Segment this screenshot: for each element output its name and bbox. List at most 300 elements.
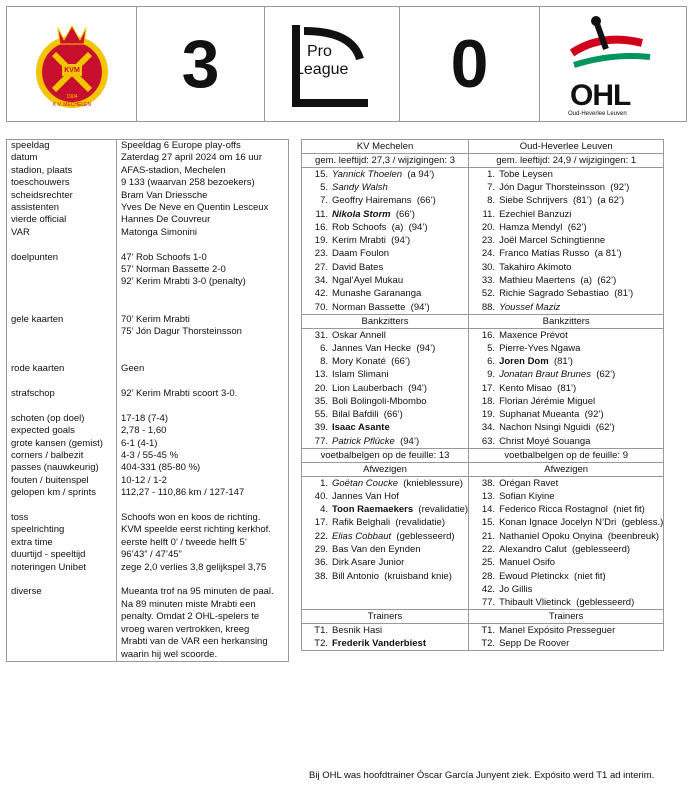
- shirt-number: T2.: [314, 638, 328, 650]
- player-note: (a 81’): [589, 248, 622, 260]
- info-row: [7, 599, 289, 611]
- footnote: Bij OHL was hoofdtrainer Óscar García Junyent ziek. Expósito werd T1 ad interim.: [309, 770, 655, 781]
- info-row: [7, 524, 289, 536]
- info-row: [7, 351, 289, 363]
- player-name: Rafik Belghali: [332, 517, 391, 529]
- shirt-number: T2.: [481, 638, 496, 650]
- starter-row: [302, 168, 664, 182]
- info-value: 47’ Rob Schoofs 1-0: [117, 252, 289, 264]
- pro-league-text: Pro League: [295, 43, 349, 78]
- player-note: (94’): [385, 235, 411, 247]
- shirt-number: 16.: [314, 221, 328, 233]
- shirt-number: 20.: [481, 221, 496, 233]
- info-row: [7, 388, 289, 400]
- player-note: (81’): [551, 382, 577, 394]
- absent-row: [302, 490, 664, 503]
- shirt-number: 77.: [314, 435, 328, 447]
- info-value: 17-18 (7-4): [117, 413, 289, 425]
- svg-text:1904: 1904: [65, 94, 78, 100]
- home-player-cell: [302, 435, 469, 449]
- home-score-cell: [137, 7, 265, 121]
- info-key: [7, 326, 117, 338]
- home-player-cell: [302, 368, 469, 381]
- home-player-cell: [302, 234, 469, 247]
- shirt-number: 6.: [487, 355, 496, 367]
- starter-row: [302, 194, 664, 207]
- away-player-cell: [469, 234, 664, 247]
- info-value: Zaterdag 27 april 2024 om 16 uur: [117, 152, 289, 164]
- absent-row: [302, 570, 664, 583]
- home-player-cell: [302, 208, 469, 221]
- starter-row: [302, 221, 664, 234]
- shirt-number: 42.: [314, 288, 328, 300]
- shirt-number: 1.: [320, 477, 328, 489]
- home-player-cell: [302, 287, 469, 300]
- shirt-number: 18.: [481, 395, 496, 407]
- away-score: 0: [450, 26, 489, 102]
- info-row: [7, 512, 289, 524]
- player-name: Nachon Nsingi Nguidi: [499, 422, 591, 434]
- player-note: (92’): [605, 182, 630, 193]
- player-name: Rob Schoofs: [332, 221, 387, 233]
- player-note: (kruisband knie): [379, 570, 452, 582]
- info-row: [7, 462, 289, 474]
- home-player-cell: [302, 570, 469, 583]
- match-header: [6, 6, 687, 122]
- info-row: [7, 376, 289, 388]
- info-key: scheidsrechter: [11, 189, 73, 201]
- info-key: [7, 400, 117, 412]
- info-value: 9 133 (waarvan 258 bezoekers): [117, 177, 289, 189]
- away-player-cell: [469, 516, 664, 529]
- shirt-number: 34.: [481, 422, 496, 434]
- info-key: duurtijd - speeltijd: [11, 549, 86, 561]
- info-key: [7, 636, 117, 648]
- player-name: Islam Slimani: [332, 369, 389, 381]
- shirt-number: 38.: [481, 477, 496, 489]
- absent-header-row: [302, 462, 664, 476]
- info-value: penalty. Omdat 2 OHL-spelers te: [117, 611, 289, 623]
- info-value: AFAS-stadion, Mechelen: [117, 165, 289, 177]
- player-name: Bill Antonio: [332, 570, 380, 582]
- bench-row: [302, 382, 664, 395]
- feuille-row: [302, 448, 664, 462]
- info-value: 92’ Kerim Mrabti 3-0 (penalty): [117, 276, 289, 288]
- shirt-number: 31.: [314, 329, 328, 341]
- shirt-number: 33.: [481, 275, 496, 287]
- shirt-number: 27.: [314, 261, 328, 273]
- home-player-cell: [302, 221, 469, 234]
- player-note: (94’): [402, 382, 428, 394]
- player-note: (gebless.): [616, 517, 664, 529]
- info-value: 96’43” / 47’45”: [117, 549, 289, 561]
- bench-section: [302, 328, 664, 448]
- player-name: Joren Dom: [499, 355, 549, 367]
- shirt-number: T1.: [481, 625, 496, 637]
- away-player-cell: [469, 543, 664, 556]
- info-value: 92’ Kerim Mrabti scoort 3-0.: [117, 388, 289, 400]
- starter-row: [302, 287, 664, 300]
- player-note: (62’): [590, 422, 615, 434]
- player-note: (81’): [608, 288, 634, 300]
- away-player-cell: [469, 301, 664, 315]
- ohl-logo-subtext: Oud-Heverlee Leuven: [568, 111, 627, 117]
- starter-row: [302, 181, 664, 194]
- away-player-cell: [469, 355, 664, 368]
- info-value: Yves De Neve en Quentin Lesceux: [117, 202, 289, 214]
- shirt-number: 28.: [481, 570, 496, 582]
- info-value: KVM speelde eerst richting kerkhof.: [117, 524, 289, 536]
- player-name: Florian Jérémie Miguel: [499, 395, 596, 407]
- player-name: Oskar Annell: [332, 329, 386, 341]
- shirt-number: 13.: [481, 490, 496, 502]
- info-value: Matonga Simonini: [117, 227, 289, 239]
- player-name: Dirk Asare Junior: [332, 557, 405, 569]
- away-player-cell: [469, 435, 664, 449]
- info-value: [117, 351, 289, 363]
- away-trainers-title: Trainers: [469, 610, 664, 624]
- shirt-number: 34.: [314, 275, 328, 287]
- info-value: eerste helft 0’ / tweede helft 5’: [117, 537, 289, 549]
- player-note: (niet fit): [568, 570, 606, 582]
- info-value: Geen: [117, 363, 289, 375]
- player-name: Manuel Osifo: [499, 557, 556, 569]
- info-key: [7, 239, 117, 251]
- home-player-cell: [302, 194, 469, 207]
- home-player-cell: [302, 301, 469, 315]
- trainers-header-row: [302, 610, 664, 624]
- shirt-number: 77.: [481, 597, 496, 609]
- shirt-number: 15.: [314, 169, 328, 180]
- info-row: [7, 152, 289, 164]
- info-value: Schoofs won en koos de richting.: [117, 512, 289, 524]
- shirt-number: 39.: [314, 422, 328, 434]
- player-name: Richie Sagrado Sebastiao: [499, 288, 609, 300]
- home-score: 3: [181, 26, 220, 102]
- player-name: Konan Ignace Jocelyn N’Dri: [499, 517, 617, 529]
- shirt-number: 24.: [481, 248, 496, 260]
- shirt-number: 63.: [481, 435, 496, 447]
- info-value: [117, 301, 289, 313]
- away-player-cell: [469, 194, 664, 207]
- info-row: [7, 574, 289, 586]
- info-key: grote kansen (gemist): [11, 437, 103, 449]
- player-name: Siebe Schrijvers: [499, 195, 568, 207]
- shirt-number: 8.: [320, 355, 328, 367]
- away-player-cell: [469, 261, 664, 274]
- shirt-number: 88.: [481, 301, 496, 313]
- info-value: 112,27 - 110,86 km / 127-147: [117, 487, 289, 499]
- starter-row: [302, 208, 664, 221]
- info-key: diverse: [11, 586, 42, 598]
- team-stats-row: [302, 154, 664, 168]
- player-note: (niet fit): [607, 504, 645, 516]
- player-name: Thibault Vlietinck: [499, 597, 571, 609]
- away-absent-title: Afwezigen: [469, 462, 664, 476]
- info-value: zege 2,0 verlies 3,8 gelijkspel 3,75: [117, 562, 289, 574]
- home-player-cell: [302, 637, 469, 651]
- shirt-number: 21.: [481, 530, 496, 542]
- player-name: Lion Lauberbach: [332, 382, 403, 394]
- bench-row: [302, 421, 664, 434]
- shirt-number: 5.: [320, 182, 328, 193]
- shirt-number: 9.: [487, 369, 496, 381]
- player-name: Federico Ricca Rostagnol: [499, 504, 608, 516]
- info-row: [7, 276, 289, 288]
- info-key: extra time: [11, 536, 53, 548]
- shirt-number: 52.: [481, 288, 496, 300]
- svg-text:KVM: KVM: [63, 67, 80, 74]
- away-player-cell: [469, 556, 664, 569]
- info-key: rode kaarten: [11, 363, 65, 375]
- player-note: (94’): [405, 301, 430, 313]
- shirt-number: 19.: [314, 235, 328, 247]
- away-player-cell: [469, 221, 664, 234]
- absent-row: [302, 503, 664, 516]
- shirt-number: 8.: [487, 195, 496, 207]
- player-name: Mory Konaté: [332, 355, 386, 367]
- info-key: [7, 338, 117, 350]
- kvm-logo-icon: [32, 14, 112, 114]
- bench-row: [302, 342, 664, 355]
- info-key: speelrichting: [11, 524, 65, 536]
- team-names-row: [302, 140, 664, 154]
- shirt-number: 11.: [315, 208, 328, 220]
- home-player-cell: [302, 624, 469, 638]
- shirt-number: 20.: [314, 382, 328, 394]
- away-player-cell: [469, 287, 664, 300]
- info-key: vierde official: [11, 214, 67, 226]
- lineups-table: [301, 139, 664, 651]
- info-row: [7, 425, 289, 437]
- away-team-stats: gem. leeftijd: 24,9 / wijzigingen: 1: [469, 154, 664, 168]
- player-name: Ezechiel Banzuzi: [499, 208, 572, 220]
- starter-row: [302, 274, 664, 287]
- home-player-cell: [302, 516, 469, 529]
- player-name: Munashe Garananga: [332, 288, 422, 300]
- shirt-number: 42.: [481, 583, 496, 595]
- home-team-name: KV Mechelen: [302, 140, 469, 154]
- player-name: Jón Dagur Thorsteinsson: [499, 182, 606, 193]
- player-name: Nathaniel Opoku Onyina: [499, 530, 603, 542]
- player-name: Franco Matías Russo: [499, 248, 590, 260]
- player-name: Sepp De Roover: [499, 638, 570, 650]
- away-player-cell: [469, 596, 664, 610]
- info-key: doelpunten: [11, 251, 59, 263]
- info-row: [7, 450, 289, 462]
- ohl-logo-icon: [562, 13, 662, 83]
- info-value: Hannes De Couvreur: [117, 214, 289, 226]
- away-player-cell: [469, 570, 664, 583]
- bench-row: [302, 395, 664, 408]
- player-name: Mathieu Maertens: [499, 275, 576, 287]
- info-key: [7, 611, 117, 623]
- info-key: gele kaarten: [11, 313, 64, 325]
- info-value: 2,78 - 1,60: [117, 425, 289, 437]
- player-name: Youssef Maziz: [499, 301, 561, 313]
- info-key: noteringen Unibet: [11, 561, 86, 573]
- home-player-cell: [302, 355, 469, 368]
- away-player-cell: [469, 476, 664, 490]
- info-key: strafschop: [11, 388, 55, 400]
- away-player-cell: [469, 247, 664, 260]
- info-key: expected goals: [11, 425, 75, 437]
- player-name: David Bates: [332, 261, 384, 273]
- info-key: stadion, plaats: [11, 164, 73, 176]
- player-note: (66’): [385, 355, 411, 367]
- shirt-number: 55.: [314, 409, 328, 421]
- shirt-number: 22.: [481, 543, 496, 555]
- home-player-cell: [302, 408, 469, 421]
- info-value: [117, 500, 289, 512]
- info-value: [117, 574, 289, 586]
- shirt-number: 36.: [314, 557, 328, 569]
- away-player-cell: [469, 328, 664, 342]
- away-bench-title: Bankzitters: [469, 314, 664, 328]
- info-row: [7, 165, 289, 177]
- info-value: 6-1 (4-1): [117, 438, 289, 450]
- away-player-cell: [469, 421, 664, 434]
- shirt-number: 23.: [314, 248, 328, 260]
- shirt-number: 14.: [481, 504, 496, 516]
- player-name: Ewoud Pletinckx: [499, 570, 569, 582]
- player-note: (geblesseerd): [391, 530, 455, 542]
- player-note: (81’) (a 62’): [567, 195, 625, 207]
- player-note: (62’): [590, 369, 616, 381]
- player-name: Patrick Pflücke: [332, 435, 395, 447]
- info-value: Na 89 minuten miste Mrabti een: [117, 599, 289, 611]
- info-row: [7, 289, 289, 301]
- trainers-section: [302, 624, 664, 651]
- shirt-number: 35.: [314, 395, 328, 407]
- player-name: Besnik Hasi: [332, 625, 383, 637]
- home-feuille: voetbalbelgen op de feuille: 13: [302, 448, 469, 462]
- info-row: [7, 314, 289, 326]
- away-player-cell: [469, 168, 664, 182]
- starter-row: [302, 247, 664, 260]
- info-row: [7, 636, 289, 648]
- info-key: [7, 289, 117, 301]
- starter-row: [302, 234, 664, 247]
- bench-row: [302, 328, 664, 342]
- home-player-cell: [302, 421, 469, 434]
- player-name: Sofian Kiyine: [499, 490, 555, 502]
- home-bench-title: Bankzitters: [302, 314, 469, 328]
- shirt-number: 17.: [481, 382, 496, 394]
- shirt-number: 38.: [314, 570, 328, 582]
- player-name: Ngal’Ayel Mukau: [332, 275, 404, 287]
- shirt-number: 25.: [481, 557, 496, 569]
- away-player-cell: [469, 342, 664, 355]
- away-player-cell: [469, 395, 664, 408]
- info-key: [7, 599, 117, 611]
- player-name: Orégan Ravet: [499, 477, 559, 489]
- player-note: (66’): [411, 195, 436, 207]
- player-note: (a 94’): [402, 169, 435, 180]
- info-row: [7, 140, 289, 153]
- shirt-number: 23.: [481, 235, 496, 247]
- info-key: [7, 351, 117, 363]
- bench-row: [302, 408, 664, 421]
- bench-header-row: [302, 314, 664, 328]
- player-name: Bilal Bafdili: [332, 409, 379, 421]
- info-row: [7, 264, 289, 276]
- player-name: Frederik Vanderbiest: [332, 638, 426, 650]
- svg-text:K.V. MECHELEN: K.V. MECHELEN: [52, 102, 91, 108]
- absent-row: [302, 583, 664, 596]
- player-note: (beenbreuk): [602, 530, 660, 542]
- trainer-row: [302, 637, 664, 651]
- away-player-cell: [469, 368, 664, 381]
- player-name: Sandy Walsh: [332, 182, 388, 193]
- home-player-cell: [302, 503, 469, 516]
- info-key: [7, 264, 117, 276]
- absent-row: [302, 596, 664, 610]
- info-key: schoten (op doel): [11, 412, 85, 424]
- bench-row: [302, 355, 664, 368]
- shirt-number: 16.: [481, 329, 496, 341]
- shirt-number: 22.: [314, 530, 328, 542]
- info-row: [7, 400, 289, 412]
- info-row: [7, 239, 289, 251]
- player-name: Toon Raemaekers: [332, 504, 414, 516]
- info-row: [7, 624, 289, 636]
- info-key: [7, 301, 117, 313]
- home-player-cell: [302, 530, 469, 543]
- absent-row: [302, 516, 664, 529]
- info-key: datum: [11, 152, 38, 164]
- info-row: [7, 562, 289, 574]
- bench-row: [302, 435, 664, 449]
- info-row: [7, 549, 289, 561]
- home-player-cell: [302, 261, 469, 274]
- shirt-number: 7.: [487, 182, 496, 193]
- away-player-cell: [469, 408, 664, 421]
- absent-section: [302, 476, 664, 609]
- info-key: fouten / buitenspel: [11, 474, 89, 486]
- player-note: (a) (94’): [386, 221, 428, 233]
- player-name: Tobe Leysen: [499, 169, 553, 180]
- player-name: Goëtan Coucke: [332, 477, 399, 489]
- absent-row: [302, 530, 664, 543]
- player-name: Jonatan Braut Brunes: [499, 369, 591, 381]
- home-player-cell: [302, 556, 469, 569]
- home-player-cell: [302, 274, 469, 287]
- shirt-number: 6.: [320, 342, 328, 354]
- away-feuille: voetbalbelgen op de feuille: 9: [469, 448, 664, 462]
- info-value: [117, 376, 289, 388]
- player-name: Jannes Van Hecke: [332, 342, 412, 354]
- away-player-cell: [469, 382, 664, 395]
- info-value: 57’ Norman Bassette 2-0: [117, 264, 289, 276]
- player-name: Isaac Asante: [332, 422, 390, 434]
- player-name: Jannes Van Hof: [332, 490, 399, 502]
- away-player-cell: [469, 181, 664, 194]
- player-name: Geoffry Hairemans: [332, 195, 412, 207]
- info-key: passes (nauwkeurig): [11, 462, 99, 474]
- home-player-cell: [302, 342, 469, 355]
- away-player-cell: [469, 637, 664, 651]
- shirt-number: 5.: [487, 342, 496, 354]
- away-player-cell: [469, 624, 664, 638]
- away-player-cell: [469, 583, 664, 596]
- absent-row: [302, 556, 664, 569]
- info-value: Mrabti van de VAR een herkansing: [117, 636, 289, 648]
- info-key: toss: [11, 512, 29, 524]
- player-name: Christ Moyé Souanga: [499, 435, 591, 447]
- absent-row: [302, 543, 664, 556]
- starter-row: [302, 301, 664, 315]
